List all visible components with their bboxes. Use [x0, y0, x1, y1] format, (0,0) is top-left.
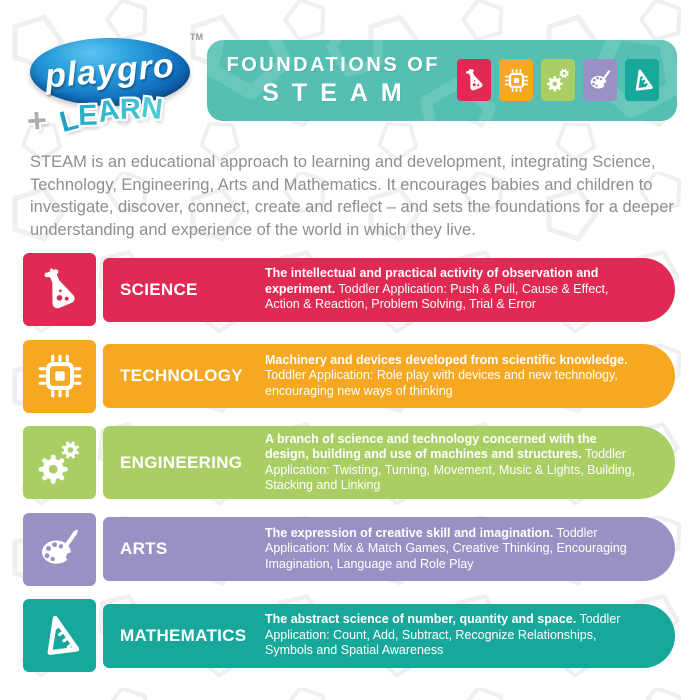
- row-bar: [103, 344, 675, 408]
- chip-icon: [35, 351, 85, 401]
- flask-icon: [35, 265, 85, 315]
- arts-icon-tile: [23, 513, 96, 586]
- row-bar: [103, 258, 675, 322]
- learn-letter: N: [139, 91, 166, 127]
- description-rest: Toddler Application: Count, Add, Subtract, Recognize Relationships, Symbols and Spatial Awareness: [265, 612, 621, 658]
- palette-icon: [35, 524, 85, 574]
- banner-gears-icon-tile: [541, 59, 575, 101]
- mathematics-icon-tile: [23, 599, 96, 672]
- banner-flask-icon-tile: [457, 59, 491, 101]
- description-rest: Toddler Application: Mix & Match Games, Creative Thinking, Encouraging Imagination, Language and Role Play: [265, 525, 627, 571]
- row-label: SCIENCE: [120, 279, 198, 299]
- chip-icon: [503, 67, 530, 94]
- banner-set-square-icon-tile: [625, 59, 659, 101]
- row-label: ENGINEERING: [120, 452, 243, 472]
- description-bold: The intellectual and practical activity of observation and experiment.: [265, 266, 599, 296]
- description-bold: Machinery and devices developed from scientific knowledge.: [265, 352, 628, 367]
- row-label: MATHEMATICS: [120, 625, 247, 645]
- learn-letter: E: [77, 99, 99, 133]
- plus-sign: +: [25, 101, 49, 141]
- learn-letter: R: [119, 93, 143, 126]
- foundations-of-steam-banner: [207, 40, 677, 121]
- row-bar: [103, 426, 675, 499]
- row-description: [265, 353, 643, 399]
- science-icon-tile: [23, 253, 96, 326]
- brand-name: playgro: [43, 45, 177, 96]
- intro-paragraph: STEAM is an educational approach to learning and development, integrating Science, Technology, Engineering, Arts and Mathematics. It encourages babies and children to investigate, discover, connect, create and reflect – and sets the foundations for a deeper understanding and experience of the world in which they live.: [30, 153, 674, 239]
- description-rest: Toddler Application: Push & Pull, Cause & Effect, Action & Reaction, Problem Solving, Trial & Error: [265, 281, 609, 312]
- banner-title: [207, 40, 457, 121]
- banner-chip-icon-tile: [499, 59, 533, 101]
- description-bold: A branch of science and technology concerned with the design, building and use of machines and structures.: [265, 431, 597, 462]
- description-bold: The abstract science of number, quantity and space.: [265, 612, 577, 627]
- row-science: [23, 253, 675, 326]
- gears-icon: [545, 67, 572, 94]
- banner-title-line2: STEAM: [262, 78, 415, 107]
- row-description: [265, 266, 643, 312]
- description-bold: The expression of creative skill and imagination.: [265, 525, 554, 540]
- banner-icons: [457, 59, 659, 101]
- steam-rows: [23, 253, 675, 686]
- row-arts: [23, 513, 675, 586]
- row-description: [265, 432, 643, 494]
- set-square-icon: [35, 611, 85, 661]
- row-description: [265, 526, 643, 572]
- row-bar: [103, 517, 675, 581]
- description-rest: Toddler Application: Twisting, Turning, Movement, Music & Lights, Building, Stacking and Linking: [265, 447, 636, 492]
- description-rest: Toddler Application: Role play with devices and new technology, encouraging new ways of thinking: [265, 368, 618, 398]
- banner-palette-icon-tile: [583, 59, 617, 101]
- engineering-icon-tile: [23, 426, 96, 499]
- playgro-learn-logo: [25, 30, 205, 145]
- set-square-icon: [629, 67, 656, 94]
- learn-letter: L: [56, 103, 83, 140]
- logo-sub-line: [27, 92, 203, 142]
- banner-title-line1: FOUNDATIONS OF: [226, 53, 440, 76]
- gears-icon: [35, 438, 85, 488]
- learn-letter: A: [94, 93, 123, 130]
- row-engineering: [23, 426, 675, 499]
- row-mathematics: [23, 599, 675, 672]
- row-bar: [103, 604, 675, 668]
- row-description: [265, 612, 643, 658]
- flask-icon: [461, 67, 488, 94]
- trademark-symbol: TM: [190, 32, 203, 42]
- row-technology: [23, 340, 675, 413]
- learn-wordmark: [56, 90, 166, 140]
- palette-icon: [587, 67, 614, 94]
- technology-icon-tile: [23, 340, 96, 413]
- row-label: ARTS: [120, 539, 168, 558]
- row-label: TECHNOLOGY: [120, 366, 243, 385]
